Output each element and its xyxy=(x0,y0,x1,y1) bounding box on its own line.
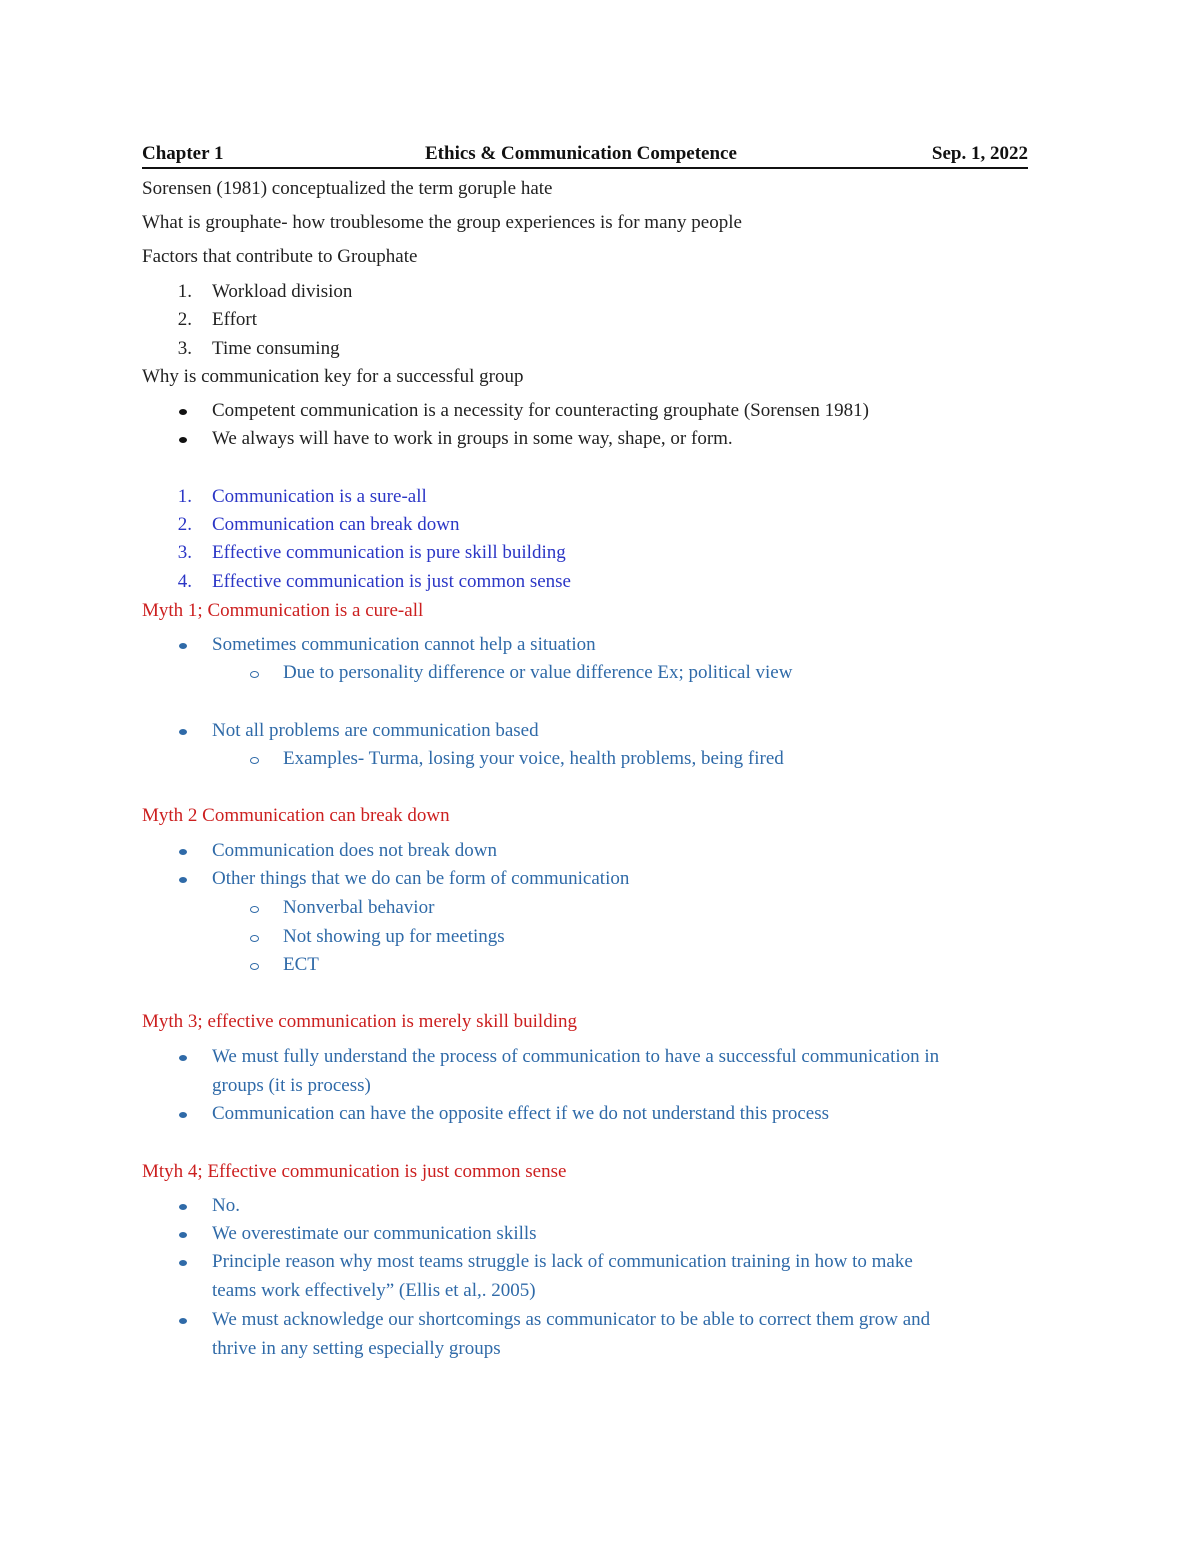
list-item: Workload division xyxy=(212,281,353,302)
bullet-icon xyxy=(179,1112,187,1118)
list-item-continuation: thrive in any setting especially groups xyxy=(212,1338,501,1359)
list-item-continuation: groups (it is process) xyxy=(212,1075,371,1096)
factor-number: 2. xyxy=(177,309,192,330)
myth1-heading: Myth 1; Communication is a cure-all xyxy=(142,600,424,621)
chapter-label: Chapter 1 xyxy=(142,143,224,164)
bullet-icon xyxy=(179,1204,187,1210)
myth-number: 3. xyxy=(177,542,192,563)
list-item: Communication can break down xyxy=(212,514,460,535)
list-item: Communication is a sure-all xyxy=(212,486,427,507)
intro-line-3: Factors that contribute to Grouphate xyxy=(142,246,418,267)
list-item: Sometimes communication cannot help a situation xyxy=(212,634,596,655)
list-item: No. xyxy=(212,1195,240,1216)
sub-list-item: Nonverbal behavior xyxy=(283,897,435,918)
intro-line-1: Sorensen (1981) conceptualized the term goruple hate xyxy=(142,178,553,199)
myth-number: 2. xyxy=(177,514,192,535)
list-item: Other things that we do can be form of communication xyxy=(212,868,630,889)
list-item: We always will have to work in groups in some way, shape, or form. xyxy=(212,428,733,449)
list-item: We overestimate our communication skills xyxy=(212,1223,537,1244)
list-item-continuation: teams work effectively” (Ellis et al,. 2005) xyxy=(212,1280,536,1301)
list-item: We must acknowledge our shortcomings as communicator to be able to correct them grow and xyxy=(212,1309,931,1330)
list-item: Not all problems are communication based xyxy=(212,720,539,741)
sub-list-item: ECT xyxy=(283,954,319,975)
list-item: Communication does not break down xyxy=(212,840,497,861)
chapter-header xyxy=(142,141,1028,169)
bullet-icon xyxy=(179,409,187,415)
circle-bullet-icon xyxy=(250,935,259,942)
bullet-icon xyxy=(179,729,187,735)
list-item: Time consuming xyxy=(212,338,340,359)
intro-line-2: What is grouphate- how troublesome the group experiences is for many people xyxy=(142,212,742,233)
myth4-heading: Mtyh 4; Effective communication is just common sense xyxy=(142,1161,567,1182)
circle-bullet-icon xyxy=(250,963,259,970)
bullet-icon xyxy=(179,1260,187,1266)
factor-number: 3. xyxy=(177,338,192,359)
sub-list-item: Due to personality difference or value difference Ex; political view xyxy=(283,662,793,683)
bullet-icon xyxy=(179,1318,187,1324)
bullet-icon xyxy=(179,1055,187,1061)
circle-bullet-icon xyxy=(250,757,259,764)
myth2-heading: Myth 2 Communication can break down xyxy=(142,805,450,826)
list-item: Principle reason why most teams struggle is lack of communication training in how to make xyxy=(212,1251,913,1272)
sub-list-item: Not showing up for meetings xyxy=(283,926,505,947)
chapter-title: Ethics & Communication Competence xyxy=(425,143,737,164)
list-item: Effective communication is pure skill building xyxy=(212,542,566,563)
bullet-icon xyxy=(179,437,187,443)
list-item: Competent communication is a necessity for counteracting grouphate (Sorensen 1981) xyxy=(212,400,869,421)
bullet-icon xyxy=(179,877,187,883)
factor-number: 1. xyxy=(177,281,192,302)
myth-number: 4. xyxy=(177,571,192,592)
bullet-icon xyxy=(179,849,187,855)
bullet-icon xyxy=(179,643,187,649)
list-item: Effort xyxy=(212,309,258,330)
myth-number: 1. xyxy=(177,486,192,507)
list-item: We must fully understand the process of communication to have a successful communication in xyxy=(212,1046,940,1067)
list-item: Communication can have the opposite effect if we do not understand this process xyxy=(212,1103,829,1124)
chapter-date: Sep. 1, 2022 xyxy=(931,143,1028,164)
sub-list-item: Examples- Turma, losing your voice, health problems, being fired xyxy=(283,748,784,769)
circle-bullet-icon xyxy=(250,671,259,678)
why-heading: Why is communication key for a successful group xyxy=(142,366,524,387)
list-item: Effective communication is just common sense xyxy=(212,571,571,592)
circle-bullet-icon xyxy=(250,906,259,913)
myth3-heading: Myth 3; effective communication is merely skill building xyxy=(142,1011,577,1032)
bullet-icon xyxy=(179,1232,187,1238)
